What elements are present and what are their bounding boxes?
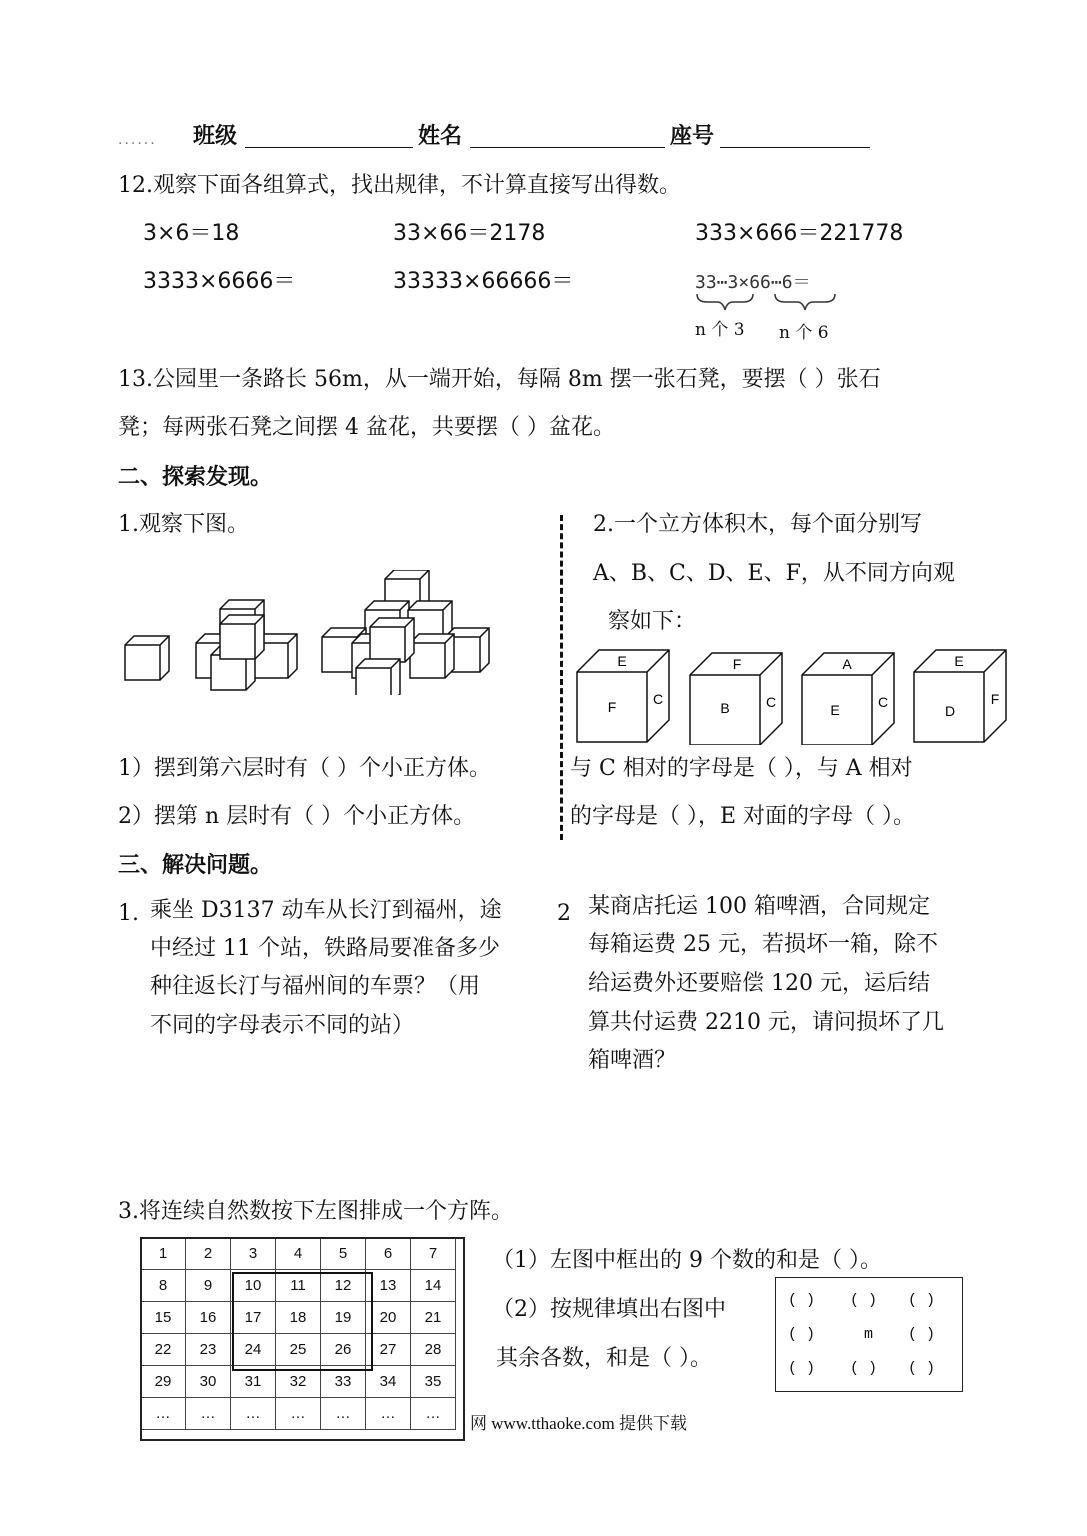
q12-eq3: 333×666＝221778 — [695, 221, 904, 246]
grid-cell: 26 — [321, 1334, 366, 1366]
s3q1-line3: 种往返长汀与福州间的车票？（用 — [150, 974, 481, 999]
grid-cell: 25 — [276, 1334, 321, 1366]
pattern-cell[interactable]: ( ) — [908, 1292, 936, 1309]
s3q2-number: 2 — [557, 901, 571, 926]
grid-cell: 2 — [186, 1238, 231, 1270]
grid-cell: 11 — [276, 1270, 321, 1302]
s3q1-line1: 乘坐 D3137 动车从长汀到福州，途 — [150, 898, 502, 923]
grid-cell: 18 — [276, 1302, 321, 1334]
grid-cell: 3 — [231, 1238, 276, 1270]
q12-gen-left: 33⋯3 — [695, 272, 739, 293]
cube4-front: D — [944, 703, 956, 719]
q12-gen-times: × — [738, 272, 750, 293]
grid-cell: 14 — [411, 1270, 456, 1302]
grid-cell: 6 — [366, 1238, 411, 1270]
grid-cell: 30 — [186, 1366, 231, 1398]
grid-cell: 32 — [276, 1366, 321, 1398]
grid-cell: 33 — [321, 1366, 366, 1398]
grid-cell: 22 — [141, 1334, 186, 1366]
grid-cell: 9 — [186, 1270, 231, 1302]
grid-cell: 23 — [186, 1334, 231, 1366]
grid-cell: 7 — [411, 1238, 456, 1270]
grid-cell: 17 — [231, 1302, 276, 1334]
lettered-cube-1 — [577, 650, 669, 742]
seat-blank[interactable] — [720, 125, 870, 148]
grid-cell: … — [141, 1398, 186, 1430]
s3q3-part3: 其余各数，和是（ ）。 — [496, 1346, 712, 1371]
s2q2-line3: 察如下： — [608, 609, 697, 634]
pattern-cell[interactable]: ( ) — [788, 1360, 816, 1377]
q12-n3: n 个 3 — [695, 320, 745, 340]
s2q2-answer1: 与 C 相对的字母是（ ），与 A 相对 — [570, 756, 913, 781]
q12-gen-right: 66⋯6 — [749, 272, 793, 293]
grid-row — [141, 1238, 456, 1270]
grid-cell: … — [276, 1398, 321, 1430]
lettered-cube-4 — [914, 650, 1006, 742]
s2q2-line1: 2.一个立方体积木，每个面分别写 — [593, 512, 922, 537]
seat-label: 座号 — [670, 123, 715, 149]
s3q2-line3: 给运费外还要赔偿 120 元，运后结 — [588, 971, 930, 996]
s2q2-line2: A、B、C、D、E、F，从不同方向观 — [593, 561, 955, 586]
q13-line2: 凳；每两张石凳之间摆 4 盆花，共要摆（ ）盆花。 — [118, 415, 615, 440]
grid-cell: 8 — [141, 1270, 186, 1302]
pattern-cell[interactable]: ( ) — [788, 1292, 816, 1309]
s2q1-title: 1.观察下图。 — [118, 512, 249, 537]
footer-text: 网 www.tthaoke.com 提供下载 — [470, 1414, 688, 1433]
grid-cell: … — [411, 1398, 456, 1430]
grid-cell: 13 — [366, 1270, 411, 1302]
q12-eq2: 33×66＝2178 — [393, 221, 546, 246]
grid-cell: 12 — [321, 1270, 366, 1302]
grid-cell: … — [366, 1398, 411, 1430]
cube-stack-figure — [120, 570, 500, 695]
q12-eq4: 3333×6666＝ — [143, 269, 296, 294]
lettered-cubes-figure — [572, 645, 1012, 745]
grid-cell: 27 — [366, 1334, 411, 1366]
cube3-top: A — [842, 656, 852, 672]
q12-gen-eq: ＝ — [792, 272, 811, 293]
grid-cell: 16 — [186, 1302, 231, 1334]
grid-cell: 35 — [411, 1366, 456, 1398]
s3q3-part2: （2）按规律填出右图中 — [492, 1297, 726, 1322]
s3q2-line1: 某商店托运 100 箱啤酒，合同规定 — [588, 894, 930, 919]
brace-icons — [693, 292, 853, 316]
q12-n6: n 个 6 — [779, 323, 829, 343]
s3q1-line4: 不同的字母表示不同的站） — [150, 1013, 415, 1038]
grid-row — [141, 1398, 456, 1430]
pattern-center: m — [864, 1326, 874, 1343]
cube2-side: C — [765, 694, 777, 710]
grid-cell: 1 — [141, 1238, 186, 1270]
grid-cell: … — [231, 1398, 276, 1430]
class-label: 班级 — [193, 123, 238, 149]
cube4-side: F — [990, 691, 1000, 707]
grid-cell: 15 — [141, 1302, 186, 1334]
cube3-side: C — [877, 694, 889, 710]
s2q1-answer2: 2）摆第 n 层时有（ ）个小正方体。 — [118, 804, 476, 829]
s2q1-answer1: 1）摆到第六层时有（ ）个小正方体。 — [118, 756, 491, 781]
lettered-cube-3 — [802, 653, 894, 745]
cube1-side: C — [652, 691, 664, 707]
q13-line1: 13.公园里一条路长 56m，从一端开始，每隔 8m 摆一张石凳，要摆（ ）张石 — [118, 367, 881, 392]
s3q1-number: 1. — [118, 901, 139, 926]
lettered-cube-2 — [690, 653, 782, 745]
s3q3-title: 3.将连续自然数按下左图排成一个方阵。 — [118, 1199, 513, 1224]
cube1-front: F — [607, 699, 617, 715]
section3-title: 三、解决问题。 — [118, 852, 273, 878]
q12-eq5: 33333×66666＝ — [393, 269, 574, 294]
name-label: 姓名 — [418, 123, 463, 149]
q12-title: 12.观察下面各组算式，找出规律，不计算直接写出得数。 — [118, 173, 681, 198]
s2q2-answer2: 的字母是（ ），E 对面的字母（ ）。 — [570, 804, 916, 829]
grid-cell: 5 — [321, 1238, 366, 1270]
grid-cell: 34 — [366, 1366, 411, 1398]
grid-cell: 29 — [141, 1366, 186, 1398]
grid-cell: 28 — [411, 1334, 456, 1366]
grid-cell: 10 — [231, 1270, 276, 1302]
pattern-cell[interactable]: ( ) — [850, 1360, 878, 1377]
grid-cell: 21 — [411, 1302, 456, 1334]
section2-title: 二、探索发现。 — [118, 464, 273, 490]
grid-cell: 19 — [321, 1302, 366, 1334]
pattern-box — [775, 1277, 963, 1392]
cube1-top: E — [617, 653, 627, 669]
s3q2-line2: 每箱运费 25 元，若损坏一箱，除不 — [588, 932, 938, 957]
grid-cell: 24 — [231, 1334, 276, 1366]
pattern-cell[interactable]: ( ) — [788, 1326, 816, 1343]
grid-cell: … — [321, 1398, 366, 1430]
pattern-cell[interactable]: ( ) — [908, 1360, 936, 1377]
s3q1-line2: 中经过 11 个站，铁路局要准备多少 — [150, 936, 500, 961]
pattern-cell[interactable]: ( ) — [908, 1326, 936, 1343]
highlight-frame — [232, 1272, 373, 1371]
name-blank[interactable] — [470, 125, 665, 148]
grid-cell: … — [186, 1398, 231, 1430]
cube2-front: B — [720, 700, 730, 716]
s3q2-line5: 箱啤酒？ — [588, 1048, 677, 1073]
cube4-top: E — [954, 653, 964, 669]
q12-eq1: 3×6＝18 — [143, 221, 240, 246]
cube2-top: F — [732, 656, 742, 672]
dots: ...... — [118, 132, 157, 148]
grid-cell: 31 — [231, 1366, 276, 1398]
q12-general-formula — [695, 268, 811, 294]
column-divider — [560, 515, 563, 840]
cube3-front: E — [830, 702, 840, 718]
grid-cell: 20 — [366, 1302, 411, 1334]
s3q3-part1: （1）左图中框出的 9 个数的和是（ ）。 — [492, 1248, 882, 1273]
class-blank[interactable] — [245, 125, 413, 148]
grid-cell: 4 — [276, 1238, 321, 1270]
s3q2-line4: 算共付运费 2210 元，请问损坏了几 — [588, 1010, 944, 1035]
pattern-cell[interactable]: ( ) — [850, 1292, 878, 1309]
